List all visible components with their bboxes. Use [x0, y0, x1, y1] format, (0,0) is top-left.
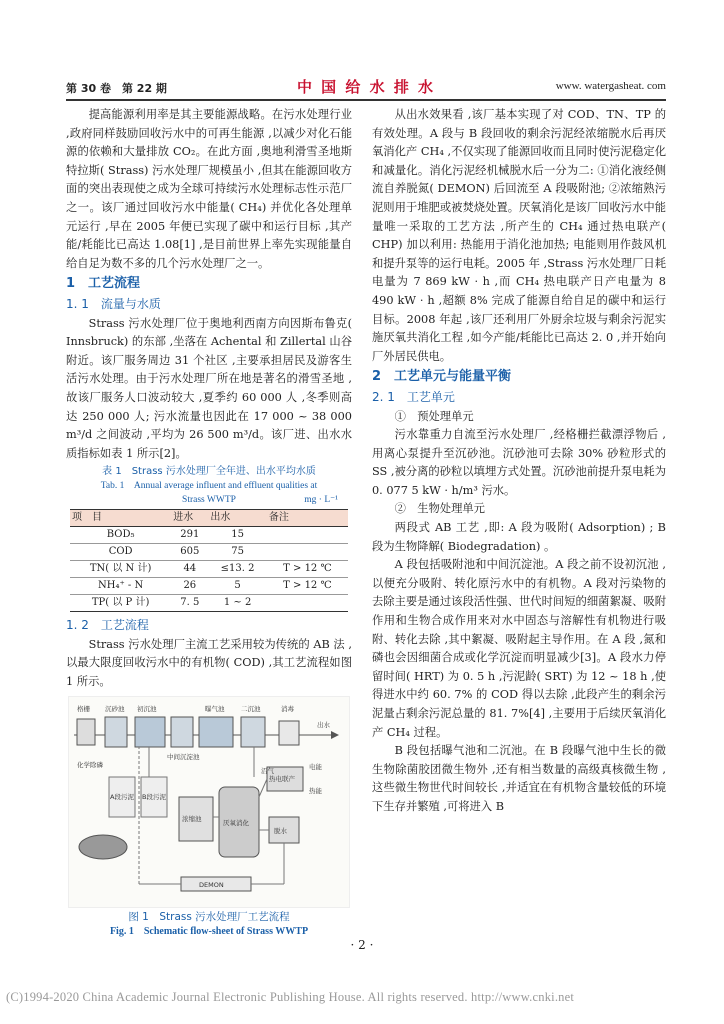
section-1-1-heading: 1. 1 流量与水质	[66, 296, 161, 311]
table-row	[70, 595, 348, 612]
table-cell: 1 ~ 2	[208, 595, 266, 612]
lbl-chp: 热电联产	[269, 774, 295, 783]
table-row	[70, 561, 348, 578]
screen-unit	[77, 719, 95, 745]
table-cell: T > 12 ℃	[267, 578, 348, 595]
table-cell: ≤13. 2	[208, 561, 266, 578]
table-cell: 15	[208, 527, 266, 544]
section-2-heading: 2 工艺单元与能量平衡	[372, 369, 512, 385]
table-cell: COD	[70, 544, 171, 561]
aeration-tank	[199, 717, 233, 747]
quality-table	[70, 509, 348, 612]
table-cell: T > 12 ℃	[267, 561, 348, 578]
process-flow-figure	[68, 696, 350, 908]
lbl-chem-p: 化学除磷	[77, 760, 103, 769]
table-header-cell: 项 目	[70, 510, 171, 527]
lbl-thickener: 浓缩池	[182, 814, 202, 823]
table-header-row	[70, 510, 348, 527]
table-row	[70, 527, 348, 544]
table-caption-en-2	[66, 493, 352, 507]
lbl-digestion: 厌氧消化	[223, 818, 249, 827]
table-cell: 75	[208, 544, 266, 561]
effluent-paragraph: 从出水效果看 ,该厂基本实现了对 COD、TN、TP 的有效处理。A 段与 B 段回收的剩余污泥经浓缩脱水后再厌氧消化产 CH₄ ,不仅实现了能源回收而且同时使污泥稳定化和减量化。消化污泥经机械脱水后一分为二: ①消化液经侧流自养脱氮( DEMON) 后回流至 A 段吸附池; ②浓缩熟污泥则用于堆肥或被焚烧处置。厌氧消化是该厂回收污水中能量唯一采取的工艺方法 ,所产生的 CH₄ 通过热电联产( CHP) 加以利用: 热能用于消化池加热; 电能则用作鼓风机和提升泵等的运行电耗。2005 年 ,Strass 污水处理厂日耗电量为 7 869 kW · h ,而 CH₄ 热电联产日产电量为 8 490 kW · h ,超额 8% 完成了能源自给自足的碳中和运行目标。2008 年起 ,该厂还利用厂外厨余垃圾与剩余污泥实施厌氧共消化工程 ,如今产能/耗能比已高达 2. 0 ,并开始向厂外居民供电。	[372, 108, 666, 363]
table-cell: 605	[171, 544, 208, 561]
intermediate-clarifier	[171, 717, 193, 747]
table-cell	[267, 527, 348, 544]
waste-input	[79, 835, 127, 859]
figure-caption: 图 1 Strass 污水处理厂工艺流程	[128, 910, 290, 923]
pretreatment-heading: ① 预处理单元	[394, 409, 474, 423]
lbl-effluent: 出水	[317, 720, 330, 729]
flow-diagram	[69, 697, 349, 907]
right-column	[372, 106, 666, 817]
table-cell: 5	[208, 578, 266, 595]
table-cell: BOD₅	[70, 527, 171, 544]
table-cell: 26	[171, 578, 208, 595]
table-cell: 7. 5	[171, 595, 208, 612]
table-cell: 291	[171, 527, 208, 544]
a-stage-paragraph: A 段包括吸附池和中间沉淀池。A 段之前不设初沉池 ,以便充分吸附、转化原污水中的有机物。A 段对污染物的去除主要是通过该段活性强、世代时间短的细菌絮凝、吸附作用和生物合成作用来对水中固态与溶解性有机物进行吸附、转化去除 ,其中絮凝、吸附起主导作用。在 A 段 ,氮和磷也会因细菌合成或化学沉淀而明显减少[3]。A 段水力停留时间( HRT) 为 0. 5 h ,污泥龄( SRT) 为 12 ~ 18 h ,使得进水中约 60. 7% 的 COD 得以去除 ,此段产生的剩余污泥量占剩余污泥总量的 81. 7%[4] ,主要用于后续厌氧消化产 CH₄ 过程。	[372, 558, 666, 739]
table-caption-en-2-text: Strass WWTP	[182, 495, 236, 506]
table-caption-en-1: Tab. 1 Annual average influent and effluent qualities at	[100, 481, 318, 492]
ab-process-paragraph: 两段式 AB 工艺 ,即: A 段为吸附( Adsorption) ; B 段为生物降解( Biodegradation) 。	[372, 521, 666, 553]
lbl-screen: 格栅	[77, 704, 90, 713]
section-1-heading: 1 工艺流程	[66, 276, 141, 292]
figure-caption-en: Fig. 1 Schematic flow-sheet of Strass WWTP	[109, 925, 309, 937]
table-header-cell: 备注	[267, 510, 348, 527]
page-number: · 2 ·	[350, 938, 374, 952]
disinfection-unit	[279, 721, 299, 745]
b-stage-paragraph: B 段包括曝气池和二沉池。在 B 段曝气池中生长的微生物除菌胶团微生物外 ,还有相当数量的高级真核微生物 ,这些微生物世代时间较长 ,并适宜在有机物含量较低的环境下生存并繁殖 ,可将进入 B	[372, 744, 666, 813]
table-caption: 表 1 Strass 污水处理厂全年进、出水平均水质	[102, 466, 316, 478]
lbl-secondary: 二沉池	[241, 704, 261, 713]
table-header-cell: 出水	[208, 510, 266, 527]
lbl-demon: DEMON	[199, 880, 224, 889]
table-cell: TP( 以 P 计)	[70, 595, 171, 612]
section-1-2-heading: 1. 2 工艺流程	[66, 618, 149, 633]
issue-label: 第 30 卷 第 22 期	[66, 82, 167, 95]
lbl-electricity: 电能	[309, 762, 322, 771]
lbl-b-sludge: B段污泥	[142, 792, 166, 801]
section-1-2-paragraph: Strass 污水处理厂主流工艺采用较为传统的 AB 法 ,以最大限度回收污水中的有机物( COD) ,其工艺流程如图 1 所示。	[66, 637, 352, 689]
lbl-dewater: 脱水	[274, 826, 287, 835]
lbl-intermediate: 中间沉淀池	[167, 752, 200, 761]
grit-chamber	[105, 717, 127, 747]
left-column	[66, 106, 352, 939]
section-1-1-paragraph: Strass 污水处理厂位于奥地利西南方向因斯布鲁克( Innsbruck) 的东部 ,坐落在 Achental 和 Zillertal 山谷附近。该厂服务周边 31 个社区 ,主要承担居民及游客生活污水处理。由于污水处理厂所在地是著名的滑雪圣地 ,故该厂服务人口波动较大 ,夏季约 60 000 人 ,冬季则高达 250 000 人; 污水流量也因此在 17 000 ~ 38 000 m³/d 之间波动 ,平均为 26 500 m³/d。该厂进、出水水质指标如表 1 所示[2]。	[66, 316, 352, 460]
lbl-aeration: 曝气池	[205, 704, 225, 713]
header-rule	[66, 99, 666, 101]
copyright-footer: (C)1994-2020 China Academic Journal Electronic Publishing House. All rights reserved. http://www.cnki.net	[6, 990, 575, 1004]
journal-title: 中 国 给 水 排 水	[296, 78, 436, 96]
lbl-heat: 热能	[309, 786, 322, 795]
table-unit: mg · L⁻¹	[304, 495, 338, 506]
table-body	[70, 527, 348, 612]
lbl-primary: 初沉池	[137, 704, 157, 713]
table-row	[70, 578, 348, 595]
table-header-cell: 进水	[171, 510, 208, 527]
section-2-1-heading: 2. 1 工艺单元	[372, 389, 455, 404]
table-cell: 44	[171, 561, 208, 578]
effluent-arrow	[331, 731, 339, 739]
table-cell: NH₄⁺ - N	[70, 578, 171, 595]
lbl-biogas: 沼气	[261, 766, 274, 775]
pretreatment-paragraph: 污水靠重力自流至污水处理厂 ,经格栅拦截漂浮物后 ,用离心泵提升至沉砂池。沉砂池可去除 30% 砂粒形式的 SS ,被分离的砂粒以填埋方式处置。沉砂池前提升泵电耗为 0. 077 5 kW · h/m³ 污水。	[372, 428, 666, 497]
lbl-a-sludge: A段污泥	[110, 792, 134, 801]
intro-paragraph: 提高能源利用率是其主要能源战略。在污水处理行业 ,政府同样鼓励回收污水中的可再生能源 ,以减少对化石能源的依赖和大量排放 CO₂。在此方面 ,奥地利滑雪圣地斯特拉斯( Strass) 污水处理厂规模虽小 ,但其在能源回收方面的突出表现使之成为全球可持续污水处理标志性示范厂之一。该厂通过回收污水中能量( CH₄) 并优化各处理单元运行 ,早在 2005 年便已实现了碳中和运行目标 ,其产能/耗能比已高达 1.08[1] ,是目前世界上率先实现能量自给自足为数不多的几个污水处理厂之一。	[66, 108, 352, 270]
adsorption-tank	[135, 717, 165, 747]
lbl-grit: 沉砂池	[105, 704, 125, 713]
bio-treatment-heading: ② 生物处理单元	[394, 502, 485, 516]
running-header	[66, 76, 666, 98]
lbl-disinfection: 消毒	[281, 704, 294, 713]
table-cell	[267, 544, 348, 561]
biogas-line	[259, 779, 267, 797]
secondary-clarifier	[241, 717, 265, 747]
table-cell	[267, 595, 348, 612]
journal-url[interactable]: www. watergasheat. com	[555, 80, 666, 92]
table-row	[70, 544, 348, 561]
table-cell: TN( 以 N 计)	[70, 561, 171, 578]
